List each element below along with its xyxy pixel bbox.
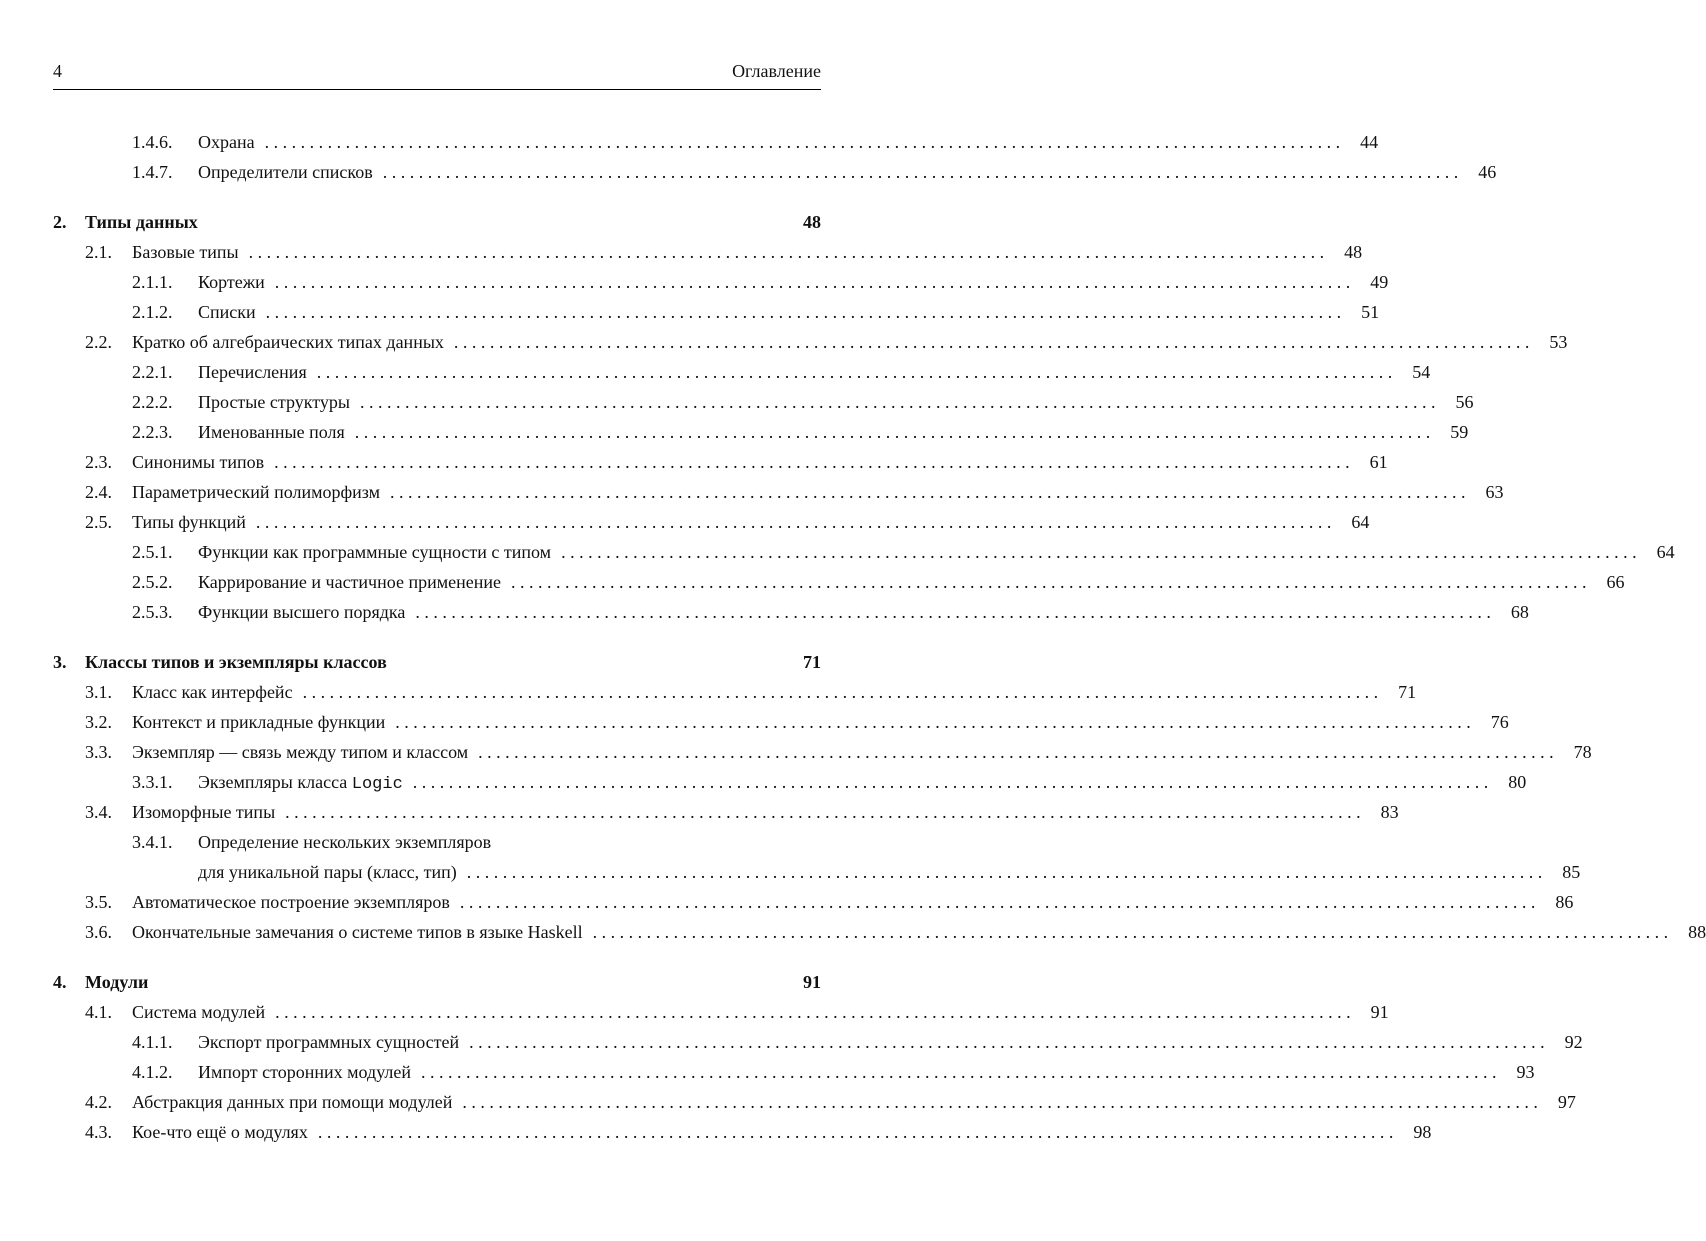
toc-entry[interactable] [53, 297, 1380, 327]
entry-number: 3.1. [85, 682, 112, 702]
entry-title [132, 997, 265, 1027]
toc-entry[interactable] [53, 707, 1509, 737]
entry-number: 3.2. [85, 712, 112, 732]
entry-number: 4. [53, 972, 67, 992]
dot-leader: . . . . . . . . . . . . . . . . . . . . . . . . . . . . . . . . . . . . . . . . . . . . . . . . . . . . . . . . . . . . . . . . . . . . . . . . . . . . . . . . . . . . . . . . . . . . . . . . . . . . . . . . . . . . . . . . . . . . . . . . [421, 1062, 1497, 1082]
dot-leader: . . . . . . . . . . . . . . . . . . . . . . . . . . . . . . . . . . . . . . . . . . . . . . . . . . . . . . . . . . . . . . . . . . . . . . . . . . . . . . . . . . . . . . . . . . . . . . . . . . . . . . . . . . . . . . . . . . . . . . . . [466, 862, 1543, 882]
toc-entry[interactable] [53, 767, 1527, 797]
dot-leader: . . . . . . . . . . . . . . . . . . . . . . . . . . . . . . . . . . . . . . . . . . . . . . . . . . . . . . . . . . . . . . . . . . . . . . . . . . . . . . . . . . . . . . . . . . . . . . . . . . . . . . . . . . . . . . . . . . . . . . . . [469, 1032, 1545, 1052]
entry-title [85, 207, 198, 237]
toc-entry[interactable] [53, 327, 1568, 357]
entry-number: 2.5.1. [132, 542, 173, 562]
entry-title-text: Классы типов и экземпляры классов [85, 652, 387, 672]
entry-title-text: Определение нескольких экземпляров [198, 832, 492, 852]
toc-chapter[interactable] [53, 647, 821, 677]
dot-leader: . . . . . . . . . . . . . . . . . . . . . . . . . . . . . . . . . . . . . . . . . . . . . . . . . . . . . . . . . . . . . . . . . . . . . . . . . . . . . . . . . . . . . . . . . . . . . . . . . . . . . . . . . . . . . . . . . . . . . . . . [359, 392, 1436, 412]
entry-number: 4.1.2. [132, 1062, 173, 1082]
entry-title [132, 237, 239, 267]
entry-title-text: Функции высшего порядка [198, 602, 406, 622]
entry-title [198, 267, 265, 297]
entry-page: 91 [1370, 1002, 1389, 1022]
dot-leader: . . . . . . . . . . . . . . . . . . . . . . . . . . . . . . . . . . . . . . . . . . . . . . . . . . . . . . . . . . . . . . . . . . . . . . . . . . . . . . . . . . . . . . . . . . . . . . . . . . . . . . . . . . . . . . . . . . . . . . . . [415, 602, 1491, 622]
entry-number: 2.2.2. [132, 392, 173, 412]
entry-number: 4.1. [85, 1002, 112, 1022]
entry-page: 48 [803, 212, 821, 232]
entry-number: 2.3. [85, 452, 112, 472]
toc-entry[interactable] [53, 237, 1363, 267]
entry-title [132, 797, 275, 827]
entry-title-text: Именованные поля [198, 422, 345, 442]
entry-number: 1.4.6. [132, 132, 173, 152]
entry-page: 71 [803, 652, 821, 672]
entry-page: 71 [1398, 682, 1417, 702]
entry-page: 76 [1490, 712, 1509, 732]
entry-page: 46 [1478, 162, 1497, 182]
entry-title-text: Синонимы типов [132, 452, 265, 472]
toc-entry[interactable] [53, 1087, 1576, 1117]
dot-leader: . . . . . . . . . . . . . . . . . . . . . . . . . . . . . . . . . . . . . . . . . . . . . . . . . . . . . . . . . . . . . . . . . . . . . . . . . . . . . . . . . . . . . . . . . . . . . . . . . . . . . . . . . . . . . . . . . . . . . . . . [561, 542, 1637, 562]
entry-page: 85 [1562, 862, 1581, 882]
entry-number: 3.3. [85, 742, 112, 762]
entry-page: 83 [1380, 802, 1399, 822]
entry-title-text: Определители списков [198, 162, 373, 182]
entry-title [132, 507, 246, 537]
entry-number: 2.1.2. [132, 302, 173, 322]
dot-leader: . . . . . . . . . . . . . . . . . . . . . . . . . . . . . . . . . . . . . . . . . . . . . . . . . . . . . . . . . . . . . . . . . . . . . . . . . . . . . . . . . . . . . . . . . . . . . . . . . . . . . . . . . . . . . . . . . . . . . . . . [274, 452, 1350, 472]
entry-title-text: Класс как интерфейс [132, 682, 293, 702]
entry-title [132, 887, 450, 917]
entry-page: 56 [1455, 392, 1474, 412]
entry-title-text: Абстракция данных при помощи модулей [132, 1092, 453, 1112]
dot-leader: . . . . . . . . . . . . . . . . . . . . . . . . . . . . . . . . . . . . . . . . . . . . . . . . . . . . . . . . . . . . . . . . . . . . . . . . . . . . . . . . . . . . . . . . . . . . . . . . . . . . . . . . . . . . . . . . . . . . . . . . [302, 682, 1379, 702]
entry-title [132, 1087, 452, 1117]
entry-title-text: Простые структуры [198, 392, 350, 412]
dot-leader: . . . . . . . . . . . . . . . . . . . . . . . . . . . . . . . . . . . . . . . . . . . . . . . . . . . . . . . . . . . . . . . . . . . . . . . . . . . . . . . . . . . . . . . . . . . . . . . . . . . . . . . . . . . . . . . . . . . . . . . . [255, 512, 1332, 532]
toc-entry[interactable] [53, 507, 1370, 537]
entry-title [198, 417, 345, 447]
entry-page: 64 [1351, 512, 1370, 532]
entry-number: 2.2.1. [132, 362, 173, 382]
entry-title-continuation: для уникальной пары (класс, тип) [198, 862, 457, 882]
entry-title [198, 297, 256, 327]
entry-page: 91 [803, 972, 821, 992]
entry-title [198, 567, 501, 597]
entry-page: 54 [1412, 362, 1431, 382]
entry-number: 3.4.1. [132, 832, 173, 852]
entry-page: 93 [1516, 1062, 1535, 1082]
entry-title [198, 387, 350, 417]
spacer [387, 647, 797, 677]
entry-title [132, 917, 583, 947]
toc-entry[interactable] [53, 677, 1417, 707]
entry-title [132, 737, 468, 767]
spacer [148, 967, 797, 997]
entry-number: 2.1.1. [132, 272, 173, 292]
entry-number: 3.6. [85, 922, 112, 942]
toc-entry[interactable] [53, 797, 1399, 827]
dot-leader: . . . . . . . . . . . . . . . . . . . . . . . . . . . . . . . . . . . . . . . . . . . . . . . . . . . . . . . . . . . . . . . . . . . . . . . . . . . . . . . . . . . . . . . . . . . . . . . . . . . . . . . . . . . . . . . . . . . . . . . . [592, 922, 1669, 942]
entry-title [198, 127, 255, 157]
entry-page: 86 [1555, 892, 1574, 912]
entry-title [198, 827, 491, 857]
entry-number: 2.5.2. [132, 572, 173, 592]
entry-title [198, 1057, 411, 1087]
entry-title-code: Logic [351, 775, 403, 794]
entry-title-text: Модули [85, 972, 149, 992]
entry-page: 59 [1450, 422, 1469, 442]
entry-page: 88 [1688, 922, 1706, 942]
page-number: 4 [53, 61, 62, 81]
dot-leader: . . . . . . . . . . . . . . . . . . . . . . . . . . . . . . . . . . . . . . . . . . . . . . . . . . . . . . . . . . . . . . . . . . . . . . . . . . . . . . . . . . . . . . . . . . . . . . . . . . . . . . . . . . . . . . . . . . . . . . . . [274, 272, 1351, 292]
entry-title [198, 537, 551, 567]
entry-title [198, 767, 403, 797]
page-header [53, 61, 821, 90]
entry-number: 3.4. [85, 802, 112, 822]
toc-entry[interactable] [53, 387, 1474, 417]
dot-leader: . . . . . . . . . . . . . . . . . . . . . . . . . . . . . . . . . . . . . . . . . . . . . . . . . . . . . . . . . . . . . . . . . . . . . . . . . . . . . . . . . . . . . . . . . . . . . . . . . . . . . . . . . . . . . . . . . . . . . . . . [462, 1092, 1538, 1112]
entry-title-text: Система модулей [132, 1002, 266, 1022]
toc-entry[interactable] [53, 157, 1497, 187]
dot-leader: . . . . . . . . . . . . . . . . . . . . . . . . . . . . . . . . . . . . . . . . . . . . . . . . . . . . . . . . . . . . . . . . . . . . . . . . . . . . . . . . . . . . . . . . . . . . . . . . . . . . . . . . . . . . . . . . . . . . . . . . [382, 162, 1459, 182]
entry-title [85, 967, 148, 997]
toc-entry[interactable] [53, 1057, 1535, 1087]
entry-page: 68 [1510, 602, 1529, 622]
toc-entry[interactable] [53, 1117, 1432, 1147]
entry-title [132, 677, 293, 707]
entry-number: 4.1.1. [132, 1032, 173, 1052]
entry-page: 98 [1413, 1122, 1432, 1142]
dot-leader: . . . . . . . . . . . . . . . . . . . . . . . . . . . . . . . . . . . . . . . . . . . . . . . . . . . . . . . . . . . . . . . . . . . . . . . . . . . . . . . . . . . . . . . . . . . . . . . . . . . . . . . . . . . . . . . . . . . . . . . . [510, 572, 1587, 592]
entry-title-text: Параметрический полиморфизм [132, 482, 381, 502]
running-title: Оглавление [732, 61, 821, 81]
entry-title-text: Функции как программные сущности с типом [198, 542, 552, 562]
dot-leader: . . . . . . . . . . . . . . . . . . . . . . . . . . . . . . . . . . . . . . . . . . . . . . . . . . . . . . . . . . . . . . . . . . . . . . . . . . . . . . . . . . . . . . . . . . . . . . . . . . . . . . . . . . . . . . . . . . . . . . . . [478, 742, 1554, 762]
entry-page: 78 [1573, 742, 1592, 762]
entry-title-text: Экземпляры класса [198, 772, 352, 792]
dot-leader: . . . . . . . . . . . . . . . . . . . . . . . . . . . . . . . . . . . . . . . . . . . . . . . . . . . . . . . . . . . . . . . . . . . . . . . . . . . . . . . . . . . . . . . . . . . . . . . . . . . . . . . . . . . . . . . . . . . . . . . . [453, 332, 1530, 352]
entry-page: 48 [1344, 242, 1363, 262]
toc-entry[interactable] [53, 887, 1574, 917]
entry-page: 92 [1564, 1032, 1583, 1052]
table-of-contents [53, 127, 1706, 1147]
entry-number: 3. [53, 652, 67, 672]
entry-page: 53 [1549, 332, 1568, 352]
dot-leader: . . . . . . . . . . . . . . . . . . . . . . . . . . . . . . . . . . . . . . . . . . . . . . . . . . . . . . . . . . . . . . . . . . . . . . . . . . . . . . . . . . . . . . . . . . . . . . . . . . . . . . . . . . . . . . . . . . . . . . . . [317, 1122, 1394, 1142]
entry-title [198, 157, 373, 187]
toc-entry[interactable] [53, 597, 1529, 627]
entry-title [85, 647, 387, 677]
entry-title-text: Импорт сторонних модулей [198, 1062, 412, 1082]
entry-title-text: Типы функций [132, 512, 246, 532]
entry-page: 49 [1370, 272, 1389, 292]
toc-entry[interactable] [53, 567, 1625, 597]
entry-page: 97 [1557, 1092, 1576, 1112]
entry-number: 2.5.3. [132, 602, 173, 622]
entry-page: 66 [1606, 572, 1625, 592]
entry-page: 80 [1508, 772, 1527, 792]
toc-entry[interactable] [53, 997, 1389, 1027]
toc-entry[interactable] [53, 417, 1469, 447]
toc-entry[interactable] [53, 917, 1706, 947]
toc-entry[interactable] [53, 477, 1504, 507]
dot-leader: . . . . . . . . . . . . . . . . . . . . . . . . . . . . . . . . . . . . . . . . . . . . . . . . . . . . . . . . . . . . . . . . . . . . . . . . . . . . . . . . . . . . . . . . . . . . . . . . . . . . . . . . . . . . . . . . . . . . . . . . [412, 772, 1489, 792]
entry-title-text: Контекст и прикладные функции [132, 712, 386, 732]
entry-number: 2. [53, 212, 67, 232]
entry-title [132, 447, 264, 477]
dot-leader: . . . . . . . . . . . . . . . . . . . . . . . . . . . . . . . . . . . . . . . . . . . . . . . . . . . . . . . . . . . . . . . . . . . . . . . . . . . . . . . . . . . . . . . . . . . . . . . . . . . . . . . . . . . . . . . . . . . . . . . . [248, 242, 1325, 262]
dot-leader: . . . . . . . . . . . . . . . . . . . . . . . . . . . . . . . . . . . . . . . . . . . . . . . . . . . . . . . . . . . . . . . . . . . . . . . . . . . . . . . . . . . . . . . . . . . . . . . . . . . . . . . . . . . . . . . . . . . . . . . . [285, 802, 1361, 822]
dot-leader: . . . . . . . . . . . . . . . . . . . . . . . . . . . . . . . . . . . . . . . . . . . . . . . . . . . . . . . . . . . . . . . . . . . . . . . . . . . . . . . . . . . . . . . . . . . . . . . . . . . . . . . . . . . . . . . . . . . . . . . . [275, 1002, 1351, 1022]
entry-number: 2.2. [85, 332, 112, 352]
entry-title [198, 357, 307, 387]
dot-leader: . . . . . . . . . . . . . . . . . . . . . . . . . . . . . . . . . . . . . . . . . . . . . . . . . . . . . . . . . . . . . . . . . . . . . . . . . . . . . . . . . . . . . . . . . . . . . . . . . . . . . . . . . . . . . . . . . . . . . . . . [390, 482, 1466, 502]
toc-entry[interactable] [53, 127, 1379, 157]
entry-title-text: Списки [198, 302, 256, 322]
entry-title-text: Типы данных [85, 212, 198, 232]
dot-leader: . . . . . . . . . . . . . . . . . . . . . . . . . . . . . . . . . . . . . . . . . . . . . . . . . . . . . . . . . . . . . . . . . . . . . . . . . . . . . . . . . . . . . . . . . . . . . . . . . . . . . . . . . . . . . . . . . . . . . . . . [354, 422, 1431, 442]
entry-number: 3.5. [85, 892, 112, 912]
toc-chapter[interactable] [53, 207, 821, 237]
entry-number: 4.3. [85, 1122, 112, 1142]
entry-title [198, 597, 405, 627]
toc-chapter[interactable] [53, 967, 821, 997]
entry-title-text: Перечисления [198, 362, 307, 382]
entry-title-text: Базовые типы [132, 242, 239, 262]
entry-title [132, 327, 444, 357]
entry-title-text: Экспорт программных сущностей [198, 1032, 460, 1052]
toc-entry[interactable] [53, 357, 1431, 387]
dot-leader: . . . . . . . . . . . . . . . . . . . . . . . . . . . . . . . . . . . . . . . . . . . . . . . . . . . . . . . . . . . . . . . . . . . . . . . . . . . . . . . . . . . . . . . . . . . . . . . . . . . . . . . . . . . . . . . . . . . . . . . . [264, 132, 1341, 152]
entry-title [132, 477, 380, 507]
toc-entry[interactable] [53, 1027, 1583, 1057]
entry-title-text: Кортежи [198, 272, 265, 292]
entry-page: 61 [1369, 452, 1388, 472]
toc-entry[interactable] [53, 737, 1592, 767]
entry-number: 2.5. [85, 512, 112, 532]
entry-title-text: Охрана [198, 132, 255, 152]
toc-entry[interactable] [53, 537, 1675, 567]
toc-entry-continuation [53, 857, 1581, 887]
dot-leader: . . . . . . . . . . . . . . . . . . . . . . . . . . . . . . . . . . . . . . . . . . . . . . . . . . . . . . . . . . . . . . . . . . . . . . . . . . . . . . . . . . . . . . . . . . . . . . . . . . . . . . . . . . . . . . . . . . . . . . . . [459, 892, 1536, 912]
spacer [198, 207, 797, 237]
entry-title-text: Автоматическое построение экземпляров [132, 892, 450, 912]
entry-title [132, 707, 385, 737]
toc-entry[interactable] [53, 267, 1389, 297]
entry-title-text: Окончательные замечания о системе типов в языке Haskell [132, 922, 583, 942]
entry-title-text: Каррирование и частичное применение [198, 572, 501, 592]
entry-page: 51 [1361, 302, 1380, 322]
entry-page: 44 [1360, 132, 1379, 152]
toc-entry[interactable] [53, 827, 821, 857]
dot-leader: . . . . . . . . . . . . . . . . . . . . . . . . . . . . . . . . . . . . . . . . . . . . . . . . . . . . . . . . . . . . . . . . . . . . . . . . . . . . . . . . . . . . . . . . . . . . . . . . . . . . . . . . . . . . . . . . . . . . . . . . [395, 712, 1471, 732]
entry-title-text: Кратко об алгебраических типах данных [132, 332, 444, 352]
toc-entry[interactable] [53, 447, 1388, 477]
entry-number: 1.4.7. [132, 162, 173, 182]
entry-page: 64 [1656, 542, 1675, 562]
dot-leader: . . . . . . . . . . . . . . . . . . . . . . . . . . . . . . . . . . . . . . . . . . . . . . . . . . . . . . . . . . . . . . . . . . . . . . . . . . . . . . . . . . . . . . . . . . . . . . . . . . . . . . . . . . . . . . . . . . . . . . . . [316, 362, 1393, 382]
entry-title [198, 1027, 459, 1057]
dot-leader: . . . . . . . . . . . . . . . . . . . . . . . . . . . . . . . . . . . . . . . . . . . . . . . . . . . . . . . . . . . . . . . . . . . . . . . . . . . . . . . . . . . . . . . . . . . . . . . . . . . . . . . . . . . . . . . . . . . . . . . . [265, 302, 1342, 322]
entry-number: 2.1. [85, 242, 112, 262]
entry-page: 63 [1485, 482, 1504, 502]
entry-title-text: Кое-что ещё о модулях [132, 1122, 308, 1142]
entry-title [132, 1117, 308, 1147]
entry-title-text: Экземпляр — связь между типом и классом [132, 742, 469, 762]
entry-number: 2.2.3. [132, 422, 173, 442]
entry-number: 3.3.1. [132, 772, 173, 792]
entry-title-text: Изоморфные типы [132, 802, 276, 822]
entry-number: 4.2. [85, 1092, 112, 1112]
entry-number: 2.4. [85, 482, 112, 502]
